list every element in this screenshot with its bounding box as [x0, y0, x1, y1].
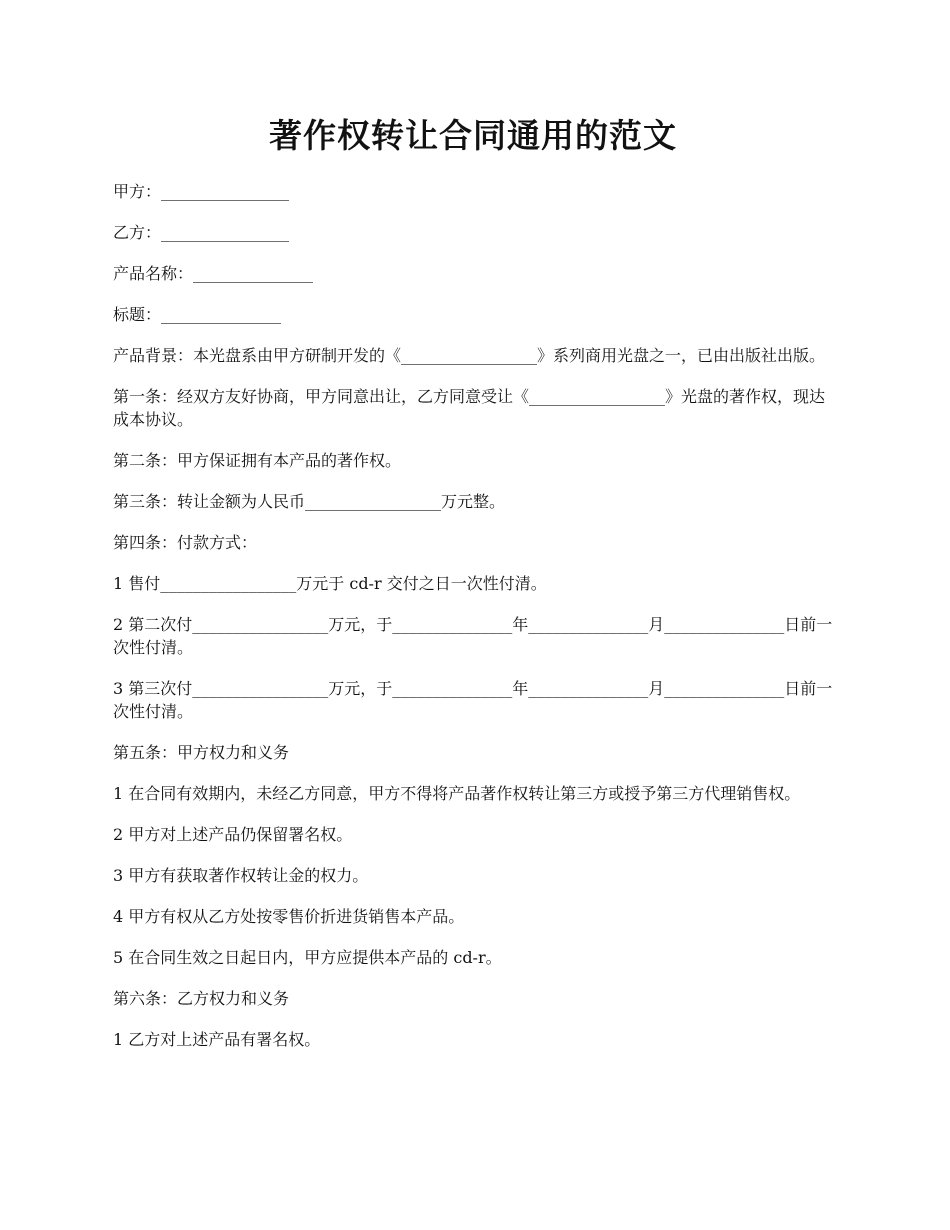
- document-title: 著作权转让合同通用的范文: [269, 116, 677, 155]
- article-6-heading: 第六条：乙方权力和义务: [113, 989, 290, 1008]
- heading-line: 标题：_______________: [113, 305, 282, 324]
- article-4-heading: 第四条：付款方式：: [113, 533, 258, 552]
- product-background: 产品背景：本光盘系由甲方研制开发的《_________________》系列商用光盘之一，已由出版社出版。: [113, 346, 826, 365]
- payment-item-3: 3 第三次付_________________万元，于_______________年_______________月_______________日前一次性付清。: [113, 679, 833, 721]
- payment-item-2: 2 第二次付_________________万元，于_______________年_______________月_______________日前一次性付清。: [113, 615, 833, 657]
- party-b-line: 乙方：________________: [113, 223, 290, 242]
- payment-item-1: 1 售付_________________万元于 cd-r 交付之日一次性付清。: [113, 574, 547, 593]
- article-5-heading: 第五条：甲方权力和义务: [113, 743, 290, 762]
- article-1: 第一条：经双方友好协商，甲方同意出让，乙方同意受让《_________________》光盘的著作权，现达成本协议。: [113, 387, 826, 429]
- party-a-clause-3: 3 甲方有获取著作权转让金的权力。: [113, 866, 369, 885]
- party-b-clause-1: 1 乙方对上述产品有署名权。: [113, 1030, 321, 1049]
- party-a-clause-5: 5 在合同生效之日起日内，甲方应提供本产品的 cd-r。: [113, 948, 502, 967]
- article-3: 第三条：转让金额为人民币_________________万元整。: [113, 492, 506, 511]
- party-a-clause-4: 4 甲方有权从乙方处按零售价折进货销售本产品。: [113, 907, 465, 926]
- party-a-clause-1: 1 在合同有效期内，未经乙方同意，甲方不得将产品著作权转让第三方或授予第三方代理销售权。: [113, 784, 801, 803]
- party-a-line: 甲方：________________: [113, 182, 290, 201]
- document-page: [113, 112, 833, 1069]
- product-name-line: 产品名称：_______________: [113, 264, 314, 283]
- article-2: 第二条：甲方保证拥有本产品的著作权。: [113, 451, 402, 470]
- party-a-clause-2: 2 甲方对上述产品仍保留署名权。: [113, 825, 353, 844]
